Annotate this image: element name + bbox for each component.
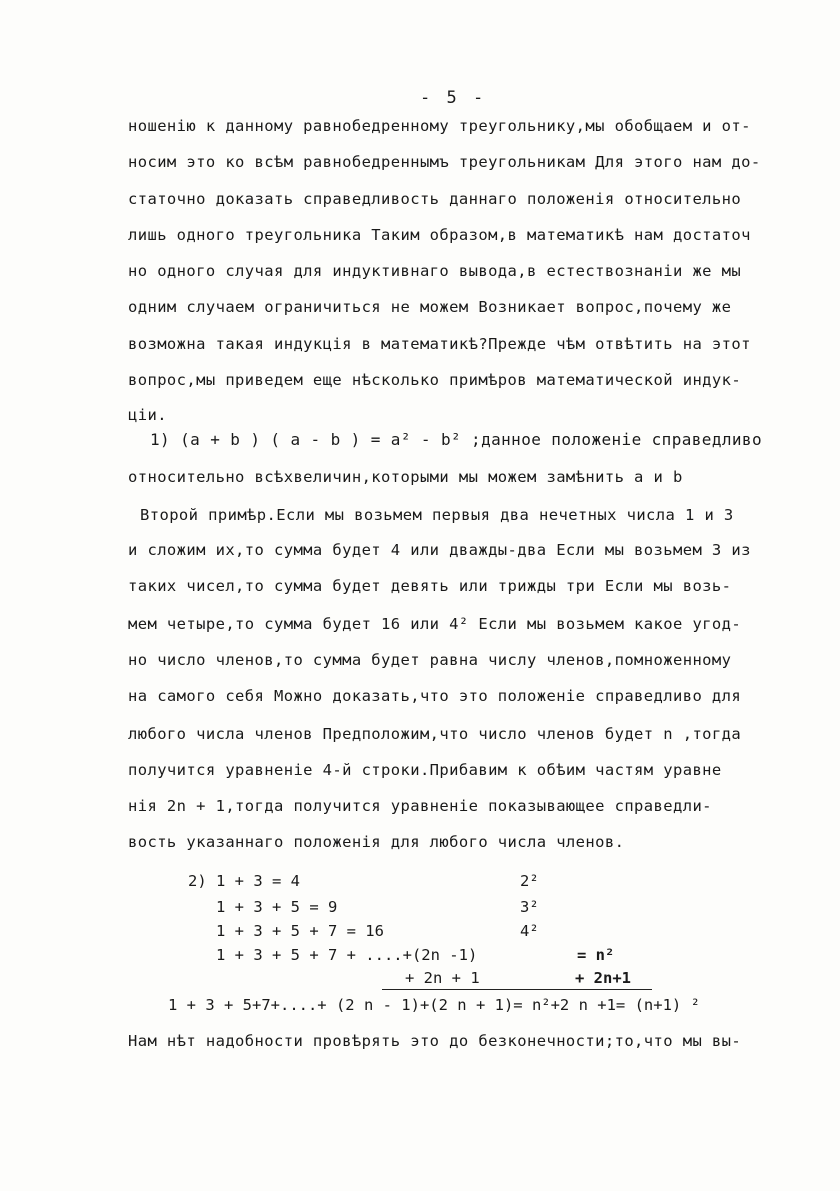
formula-result: + 2n+1 xyxy=(575,969,631,987)
text-line: но число членов,то сумма будет равна числу членов,помноженному xyxy=(128,651,732,669)
text-line: любого числа членов Предположим,что число членов будет n ,тогда xyxy=(128,725,742,743)
formula-result: 2² xyxy=(520,872,539,890)
example-1-formula: 1) (a + b ) ( a - b ) = a² - b² ;данное положеніе справедливо xyxy=(150,430,763,449)
text-line: на самого себя Можно доказать,что это положеніе справедливо для xyxy=(128,687,742,705)
text-line: таких чисел,то сумма будет девять или трижды три Если мы возь- xyxy=(128,577,732,595)
text-line: вопрос,мы приведем еще нѣсколько примѣров математической индук- xyxy=(128,371,742,389)
formula-row: 2) 1 + 3 = 4 xyxy=(188,872,300,890)
sum-line xyxy=(382,989,652,990)
formula-row: 1 + 3 + 5 = 9 xyxy=(216,898,338,916)
text-line: лишь одного треугольника Таким образом,в математикѣ нам достаточ xyxy=(128,226,751,244)
formula-result: 3² xyxy=(520,898,539,916)
text-line: одним случаем ограничиться не можем Возникает вопрос,почему же xyxy=(128,298,732,316)
text-line: нія 2n + 1,тогда получится уравненіе показывающее справедли- xyxy=(128,797,712,815)
page-number: - 5 - xyxy=(420,88,487,108)
formula-row: + 2n + 1 xyxy=(405,969,480,987)
formula-row: 1 + 3 + 5 + 7 = 16 xyxy=(216,922,384,940)
formula-total: 1 + 3 + 5+7+....+ (2 n - 1)+(2 n + 1)= n²+2 n +1= (n+1) ² xyxy=(168,996,700,1014)
text-line: ношенію к данному равнобедренному треугольнику,мы обобщаем и от- xyxy=(128,117,751,135)
text-line: ціи. xyxy=(128,406,167,424)
text-line: и сложим их,то сумма будет 4 или дважды-два Если мы возьмем 3 из xyxy=(128,541,751,559)
text-line: мем четыре,то сумма будет 16 или 4² Если мы возьмем какое угод- xyxy=(128,615,742,633)
formula-result: = n² xyxy=(577,946,615,964)
text-line: вость указаннаго положенія для любого числа членов. xyxy=(128,833,625,851)
text-line: относительно всѣхвеличин,которыми мы можем замѣнить a и b xyxy=(128,468,683,486)
text-line: статочно доказать справедливость даннаго положенія относительно xyxy=(128,190,742,208)
text-line: получится уравненіе 4-й строки.Прибавим к обѣим частям уравне xyxy=(128,761,722,779)
text-line: Второй примѣр.Если мы возьмем первыя два нечетных числа 1 и 3 xyxy=(140,506,734,524)
text-line: Нам нѣт надобности провѣрять это до безконечности;то,что мы вы- xyxy=(128,1032,742,1050)
text-line: возможна такая индукція в математикѣ?Прежде чѣм отвѣтить на этот xyxy=(128,335,751,353)
text-line: носим это ко всѣм равнобедреннымъ треугольникам Для этого нам до- xyxy=(128,153,761,171)
formula-result: 4² xyxy=(520,922,539,940)
text-line: но одного случая для индуктивнаго вывода,в естествознаніи же мы xyxy=(128,262,742,280)
formula-row: 1 + 3 + 5 + 7 + ....+(2n -1) xyxy=(216,946,478,964)
